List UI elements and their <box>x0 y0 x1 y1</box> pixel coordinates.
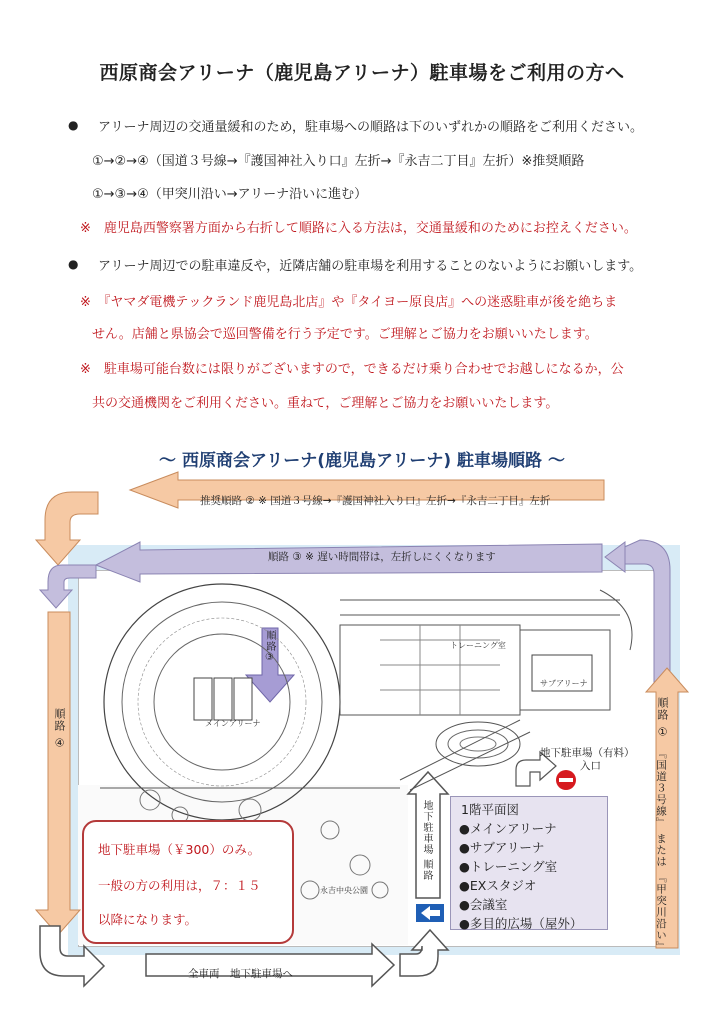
all-vehicles-label: 全車両 地下駐車場へ <box>188 968 293 980</box>
court-1 <box>194 678 212 720</box>
entrance-label-1: 地下駐車場（有料） <box>540 747 635 759</box>
route-1-desc: 『国道３号線』 または 『甲突川沿い』 <box>655 748 667 953</box>
map-heading: ～ 西原商会アリーナ(鹿児島アリーナ) 駐車場順路 ～ <box>159 451 565 471</box>
route-3-inner-label: 順路③ <box>264 630 275 664</box>
route-b: ①→③→④（甲突川沿い→アリーナ沿いに進む） <box>92 187 368 202</box>
parking-notice-box <box>82 820 294 944</box>
route-3-head <box>605 542 625 572</box>
bullet-icon: ● <box>68 257 79 271</box>
legend-item: ●会議室 <box>459 897 508 912</box>
notice-bullet-2: アリーナ周辺での駐車違反や，近隣店舗の駐車場を利用することのないようにお願いします。 <box>98 259 643 274</box>
court-3 <box>234 678 252 720</box>
court-2 <box>214 678 232 720</box>
note-3-line-1: ※ 駐車場可能台数には限りがございますので，できるだけ乗り合わせでお越しになるか，公 <box>80 362 624 377</box>
training-label: トレーニング室 <box>450 641 506 650</box>
route-a: ①→②→④（国道３号線→『護国神社入り口』左折→『永吉二丁目』左折）※推奨順路 <box>92 154 585 169</box>
route-4-label: 順路 ④ <box>53 708 66 751</box>
note-2-line-1: ※ 『ヤマダ電機テックランド鹿児島北店』や『タイヨー原良店』への迷惑駐車が後を絶ちま <box>80 295 618 310</box>
notice-bullet-1: アリーナ周辺の交通量緩和のため，駐車場への順路は下のいずれかの順路をご利用ください。 <box>98 120 643 135</box>
route-3-label: 順路 ③ ※ 遅い時間帯は，左折しにくくなります <box>268 551 496 563</box>
underground-route-label: 地下駐車場 順路 <box>421 800 432 882</box>
route-2-curve <box>36 492 98 565</box>
legend-item: ●サブアリーナ <box>459 840 545 855</box>
legend-item: ●メインアリーナ <box>459 821 557 836</box>
sub-arena-label: サブアリーナ <box>540 679 588 688</box>
note-2-line-2: せん。店舗と県協会で巡回警備を行う予定です。ご理解とご協力をお願いいたします。 <box>92 327 598 342</box>
main-arena-label: メインアリーナ <box>205 719 261 728</box>
entrance-label-2: 入口 <box>580 760 601 772</box>
route-4-arrow <box>36 612 80 935</box>
parking-notice-line-1: 地下駐車場（￥300）のみ。 <box>98 842 261 857</box>
parking-notice-line-3: 以降になります。 <box>98 912 198 927</box>
legend-item: ●トレーニング室 <box>459 859 558 874</box>
parking-notice-line-2: 一般の方の利用は，７：１５ <box>98 878 261 893</box>
bottom-right-curve <box>400 930 448 976</box>
legend-item: ●多目的広場（屋外） <box>459 916 583 931</box>
note-3-line-2: 共の交通機関をご利用ください。重ねて，ご理解とご協力をお願いいたします。 <box>92 396 559 411</box>
bullet-icon: ● <box>68 118 79 132</box>
route-4-curve <box>40 565 96 608</box>
park-label: 永吉中央公園 <box>320 886 368 895</box>
route-1-label: 順路 ① <box>656 697 669 740</box>
legend-title: 1階平面図 <box>461 802 519 817</box>
route-2-label: 推奨順路 ② ※ 国道３号線→『護国神社入り口』左折→『永吉二丁目』左折 <box>200 495 551 507</box>
page-title: 西原商会アリーナ（鹿児島アリーナ）駐車場をご利用の方へ <box>99 62 625 84</box>
legend-item: ●EXスタジオ <box>459 878 537 893</box>
note-1: ※ 鹿児島西警察署方面から右折して順路に入る方法は，交通量緩和のためにお控えください。 <box>80 221 637 236</box>
legend-box <box>450 796 608 930</box>
